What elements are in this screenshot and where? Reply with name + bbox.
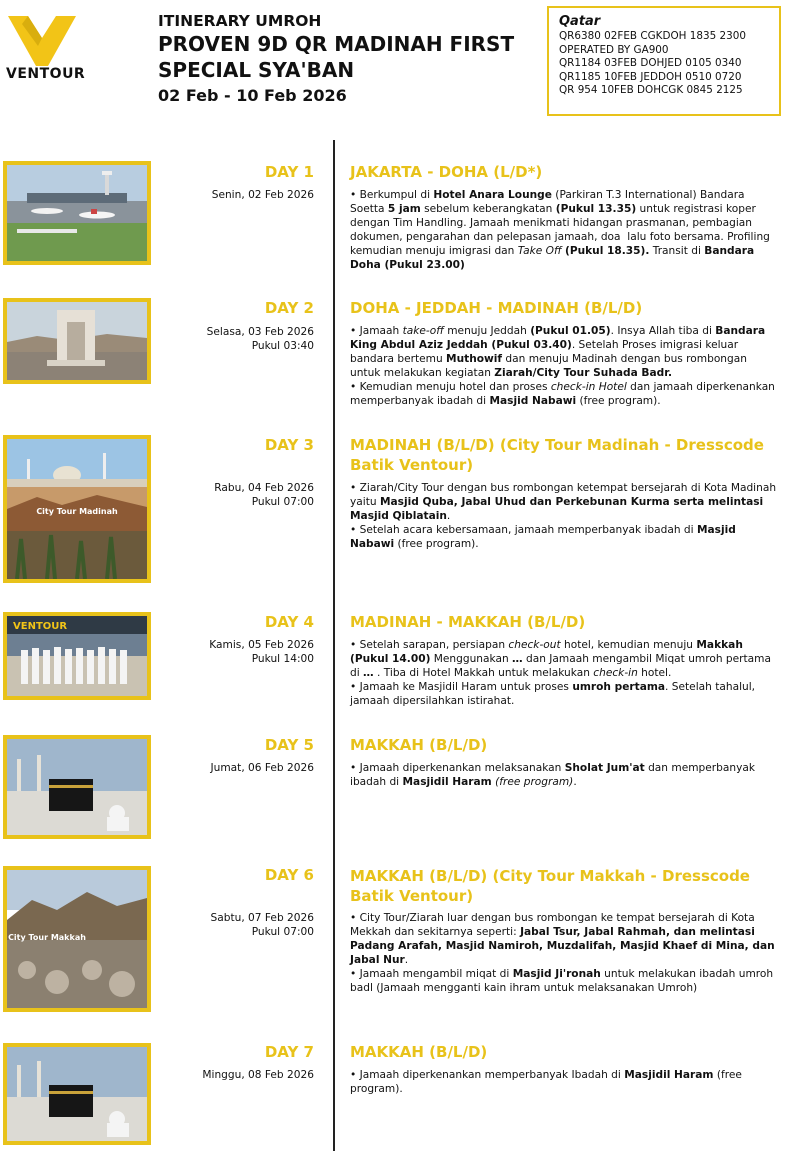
itinerary-subtitle: ITINERARY UMROH [158,12,322,30]
day6-city-tour-makkah-photo [3,866,151,1012]
day-title: DOHA - JEDDAH - MADINAH (B/L/D) [350,299,643,317]
flight-line: QR 954 10FEB DOHCGK 0845 2125 [559,84,743,97]
day-description: • City Tour/Ziarah luar dengan bus rombongan ke tempat bersejarah di Kota Mekkah dan sekitarnya seperti: Jabal Tsur, Jabal Rahmah, dan melintasi Padang Arafah, Masjid Namiroh, Muzdalifah, Masjid Khaef di Mina, dan Jabal Nur. • Jamaah mengambil miqat di Masjid Ji'ronah untuk melakukan ibadah umroh badl (Jamaah mengganti kain ihram untuk melaksanakan Umroh) [350,912,775,994]
timeline-divider [333,140,335,1151]
day-date: Sabtu, 07 Feb 2026 Pukul 07:00 [210,912,314,938]
day2-badr-monument-photo [3,298,151,384]
logo-text: VENTOUR [6,66,86,82]
day-date: Rabu, 04 Feb 2026 Pukul 07:00 [214,482,314,508]
day4-bus-group-photo [3,612,151,700]
day-description: • Jamaah take-off menuju Jeddah (Pukul 01.05). Insya Allah tiba di Bandara King Abdul Aziz Jeddah (Pukul 03.40). Setelah Proses imigrasi keluar bandara bertemu Muthowif dan menuju Madinah dengan bus rombongan untuk melakukan kegiatan Ziarah/City Tour Suhada Badr. • Kemudian menuju hotel dan proses check-in Hotel dan jamaah diperkenankan memperbanyak ibadah di Masjid Nabawi (free program). [350,325,775,407]
day-label: DAY 1 [264,163,314,181]
day3-image-caption: City Tour Madinah [36,507,118,516]
day4-bus-banner: VENTOUR [13,621,68,632]
itinerary-title-line2: SPECIAL SYA'BAN [158,58,355,82]
day-label: DAY 3 [264,436,314,454]
day-title: MAKKAH (B/L/D) [350,1043,488,1061]
day3-city-tour-madinah-photo [3,435,151,583]
flight-info-box [547,6,781,116]
day-date: Selasa, 03 Feb 2026 Pukul 03:40 [206,326,314,352]
day-label: DAY 2 [264,299,314,317]
day-label: DAY 4 [264,613,314,631]
flight-line: OPERATED BY GA900 [559,43,669,56]
flight-line: QR1184 03FEB DOHJED 0105 0340 [559,57,742,70]
day-label: DAY 6 [264,866,314,884]
day-date: Kamis, 05 Feb 2026 Pukul 14:00 [209,639,314,665]
day-label: DAY 5 [264,736,314,754]
day-label: DAY 7 [264,1043,314,1061]
day-date: Jumat, 06 Feb 2026 [210,762,314,774]
day-description: • Berkumpul di Hotel Anara Lounge (Parkiran T.3 International) Bandara Soetta 5 jam sebelum keberangkatan (Pukul 13.35) untuk registrasi koper dengan Tim Handling. Jamaah menikmati hidangan prasmanan, pembagian dokumen, pengarahan dan pelepasan jamaah, doa lalu foto bersama. Profiling kemudian menuju imigrasi dan Take Off (Pukul 18.35). Transit di Bandara Doha (Pukul 23.00) [350,189,770,271]
day-date: Senin, 02 Feb 2026 [211,189,314,201]
day-title: MAKKAH (B/L/D) (City Tour Makkah - Dresscode Batik Ventour) [350,867,750,905]
itinerary-title-line1: PROVEN 9D QR MADINAH FIRST [158,32,515,56]
flight-line: QR6380 02FEB CGKDOH 1835 2300 [559,30,746,42]
day-description: • Jamaah diperkenankan melaksanakan Sholat Jum'at dan memperbanyak ibadah di Masjidil Haram (free program). [350,762,755,788]
day5-kaaba-photo [3,735,151,839]
day-title: MADINAH - MAKKAH (B/L/D) [350,613,586,631]
day-description: • Jamaah diperkenankan memperbanyak Ibadah di Masjidil Haram (free program). [350,1069,742,1095]
day-title: MAKKAH (B/L/D) [350,736,488,754]
day-date: Minggu, 08 Feb 2026 [202,1069,314,1081]
day7-kaaba-photo [3,1043,151,1145]
day6-image-caption: City Tour Makkah [8,933,86,942]
airline-name: Qatar [559,14,601,29]
itinerary-date-range: 02 Feb - 10 Feb 2026 [158,86,347,105]
day-title: JAKARTA - DOHA (L/D*) [350,163,543,181]
day-description: • Setelah sarapan, persiapan check-out hotel, kemudian menuju Makkah (Pukul 14.00) Menggunakan … dan Jamaah mengambil Miqat umroh pertama di … . Tiba di Hotel Makkah untuk melakukan check-in hotel. • Jamaah ke Masjidil Haram untuk proses umroh pertama. Setelah tahalul, jamaah dipersilahkan istirahat. [350,639,771,707]
ventour-logo [6,16,84,82]
day-description: • Ziarah/City Tour dengan bus rombongan ketempat bersejarah di Kota Madinah yaitu Masjid Quba, Jabal Uhud dan Perkebunan Kurma serta melintasi Masjid Qiblatain. • Setelah acara kebersamaan, jamaah memperbanyak ibadah di Masjid Nabawi (free program). [350,482,777,550]
itinerary-title-block [158,12,548,107]
day1-airport-photo [3,161,151,265]
flight-line: QR1185 10FEB JEDDOH 0510 0720 [559,70,742,83]
day-title: MADINAH (B/L/D) (City Tour Madinah - Dresscode Batik Ventour) [350,436,764,474]
ventour-v-logo-icon [8,16,76,66]
